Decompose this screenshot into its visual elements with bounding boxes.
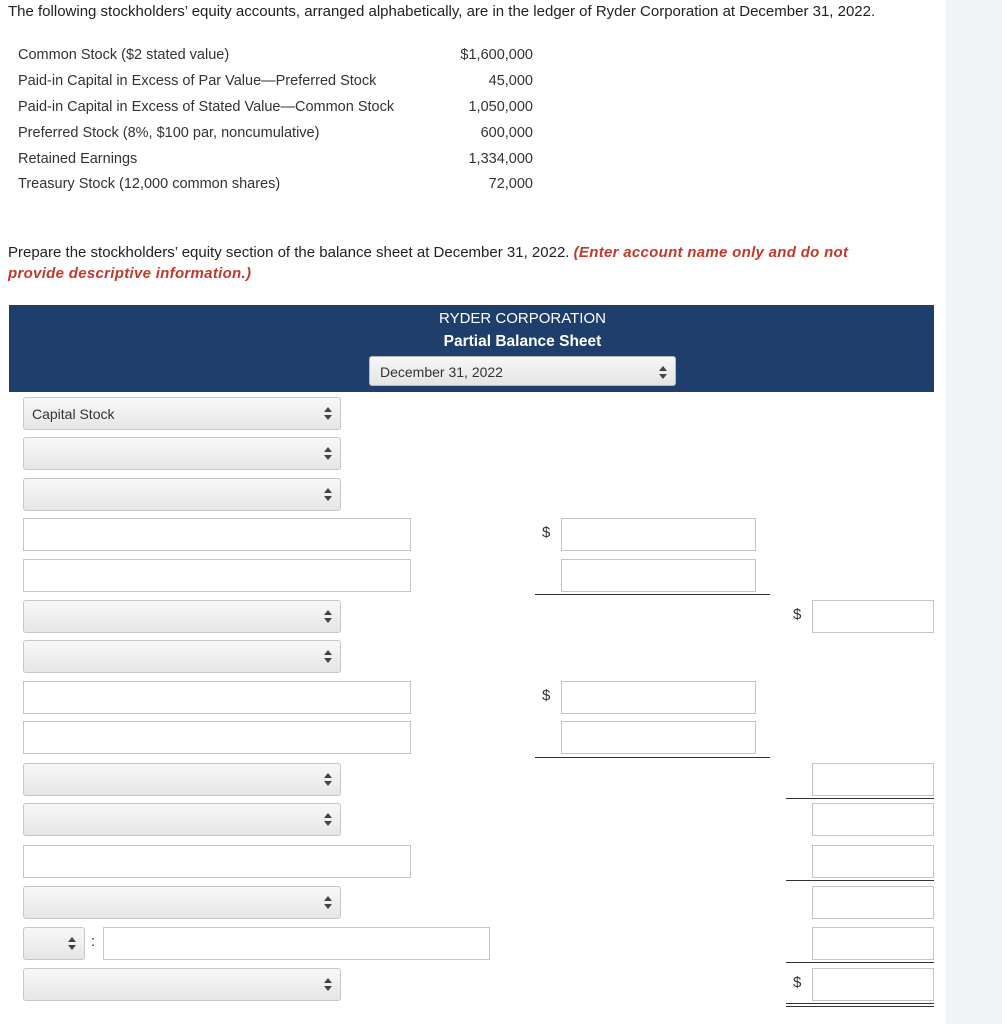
- ledger-account-amount: 45,000: [488, 73, 533, 89]
- account-name-input[interactable]: [23, 845, 411, 878]
- account-name-input[interactable]: [23, 559, 411, 592]
- problem-intro: The following stockholders’ equity accounts, arranged alphabetically, are in the ledger of Ryder Corporation at December 31, 2022.: [8, 3, 876, 20]
- total-amount-input[interactable]: [812, 803, 934, 836]
- ledger-account-name: Preferred Stock (8%, $100 par, noncumulative): [18, 125, 320, 141]
- instructions-note: (Enter account name only and do not provide descriptive information.): [8, 244, 849, 282]
- company-name: RYDER CORPORATION: [439, 310, 606, 327]
- total-rule: [786, 962, 934, 963]
- account-select[interactable]: [23, 397, 341, 430]
- ledger-account-amount: 600,000: [480, 125, 533, 141]
- select-arrows-icon: [324, 610, 332, 624]
- ledger-account-name: Paid-in Capital in Excess of Stated Value—Common Stock: [18, 99, 395, 115]
- grand-total-input[interactable]: [812, 968, 934, 1001]
- total-amount-input[interactable]: [812, 600, 934, 633]
- amount-input[interactable]: [561, 721, 756, 754]
- total-rule: [786, 880, 934, 881]
- total-amount-input[interactable]: [812, 845, 934, 878]
- ledger-account-name: Common Stock ($2 stated value): [18, 47, 230, 63]
- ledger-account-name: Treasury Stock (12,000 common shares): [18, 176, 281, 192]
- ledger-account-amount: 1,334,000: [468, 151, 533, 167]
- select-arrows-icon: [68, 937, 76, 951]
- account-name-input[interactable]: [23, 518, 411, 551]
- select-arrows-icon: [324, 813, 332, 827]
- account-select[interactable]: [23, 437, 341, 470]
- double-rule: [786, 1003, 934, 1007]
- ledger-account-amount: 72,000: [488, 176, 533, 192]
- statement-title: Partial Balance Sheet: [443, 333, 602, 350]
- dollar-sign: $: [542, 687, 551, 704]
- ledger-account-name: Paid-in Capital in Excess of Par Value—Preferred Stock: [18, 73, 377, 89]
- subtotal-rule: [535, 757, 770, 758]
- colon-separator: :: [91, 933, 96, 950]
- select-arrows-icon: [324, 773, 332, 787]
- account-name-input[interactable]: [23, 681, 411, 714]
- select-arrows-icon: [324, 650, 332, 664]
- account-select[interactable]: [23, 763, 341, 796]
- ledger-account-amount: 1,050,000: [468, 99, 533, 115]
- ledger-account-amount: $1,600,000: [460, 47, 533, 63]
- amount-input[interactable]: [561, 559, 756, 592]
- total-rule: [786, 798, 934, 799]
- instructions: [8, 242, 908, 284]
- account-select[interactable]: [23, 640, 341, 673]
- amount-input[interactable]: [561, 518, 756, 551]
- total-amount-input[interactable]: [812, 886, 934, 919]
- account-select-value: Capital Stock: [32, 406, 115, 422]
- account-select[interactable]: [23, 478, 341, 511]
- total-amount-input[interactable]: [812, 927, 934, 960]
- right-background-band: [946, 0, 1002, 1024]
- select-arrows-icon: [324, 488, 332, 502]
- select-arrows-icon: [659, 366, 667, 380]
- account-select[interactable]: [23, 968, 341, 1001]
- account-name-input[interactable]: [23, 721, 411, 754]
- date-select-value: December 31, 2022: [380, 364, 503, 380]
- description-input[interactable]: [103, 927, 490, 960]
- dollar-sign: $: [793, 606, 802, 623]
- account-select[interactable]: [23, 886, 341, 919]
- dollar-sign: $: [542, 524, 551, 541]
- subtotal-rule: [535, 594, 770, 595]
- account-select[interactable]: [23, 600, 341, 633]
- select-arrows-icon: [324, 407, 332, 421]
- total-amount-input[interactable]: [812, 763, 934, 796]
- select-arrows-icon: [324, 447, 332, 461]
- date-select[interactable]: [369, 356, 676, 386]
- instructions-text: Prepare the stockholders’ equity section of the balance sheet at December 31, 2022.: [8, 244, 570, 261]
- select-arrows-icon: [324, 896, 332, 910]
- account-select[interactable]: [23, 803, 341, 836]
- amount-input[interactable]: [561, 681, 756, 714]
- dollar-sign: $: [793, 974, 802, 991]
- small-select[interactable]: [23, 927, 85, 960]
- ledger-account-name: Retained Earnings: [18, 151, 138, 167]
- select-arrows-icon: [324, 978, 332, 992]
